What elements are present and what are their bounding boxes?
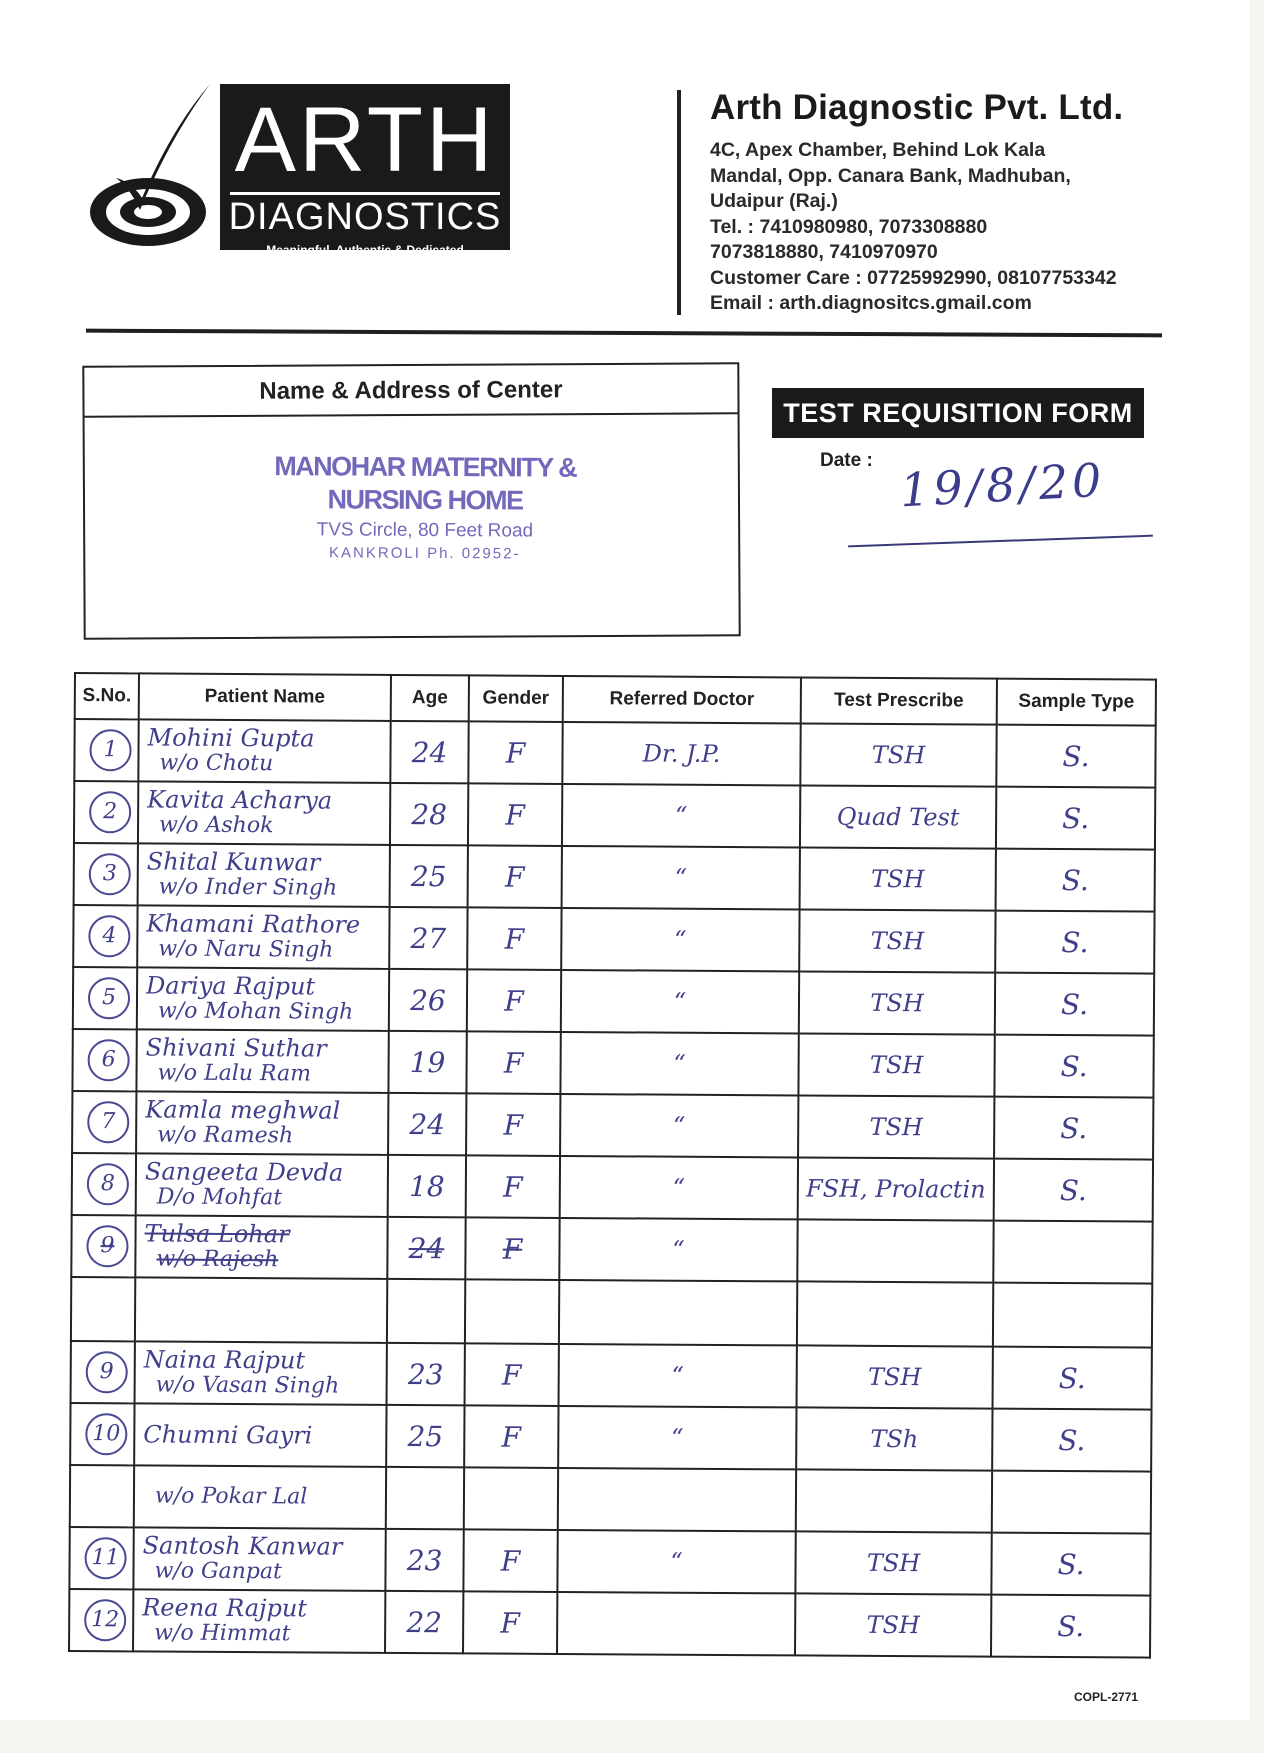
- patient-relation: w/o Ganpat: [154, 1558, 282, 1585]
- patient-name: Shivani Suthar: [145, 1033, 327, 1063]
- patient-name-cell[interactable]: [135, 1215, 387, 1279]
- sno-cell: [71, 1277, 135, 1341]
- referred-doctor-cell[interactable]: “: [560, 1094, 798, 1157]
- test-prescribe-cell[interactable]: [796, 1469, 992, 1532]
- requisition-table-wrap: [68, 672, 1157, 1659]
- gender-cell[interactable]: F: [465, 1217, 559, 1280]
- sample-type-cell[interactable]: S.: [995, 911, 1154, 974]
- referred-doctor-cell[interactable]: “: [560, 1032, 798, 1095]
- age-cell[interactable]: 23: [387, 1343, 465, 1405]
- age-cell[interactable]: 22: [385, 1591, 463, 1653]
- company-name: Arth Diagnostic Pvt. Ltd.: [710, 88, 1124, 127]
- logo-tagline: Meaningful, Authentic & Dedicated: [266, 243, 464, 257]
- age-cell[interactable]: 24: [388, 1093, 466, 1155]
- patient-relation: w/o Inder Singh: [158, 874, 338, 901]
- sno-cell: [74, 843, 138, 905]
- gender-cell[interactable]: F: [464, 1405, 558, 1468]
- patient-name-cell[interactable]: [134, 1465, 386, 1529]
- patient-relation: D/o Mohfat: [156, 1184, 283, 1211]
- patient-relation: w/o Lalu Ram: [157, 1060, 312, 1087]
- column-header-patient-name: Patient Name: [139, 673, 391, 721]
- gender-cell[interactable]: F: [463, 1529, 557, 1592]
- date-value[interactable]: 19/8/20: [898, 452, 1107, 518]
- address-line: Udaipur (Raj.): [710, 190, 838, 212]
- gender-cell[interactable]: F: [467, 907, 561, 970]
- company-info: [710, 88, 1190, 317]
- patient-name-cell[interactable]: [133, 1527, 385, 1591]
- age-cell[interactable]: [386, 1467, 464, 1529]
- requisition-table: [68, 672, 1157, 1659]
- column-header-test-prescribe: Test Prescribe: [801, 677, 997, 724]
- test-prescribe-cell[interactable]: TSH: [795, 1531, 991, 1594]
- sno-cell: [73, 967, 137, 1029]
- sno-cell: [73, 905, 137, 967]
- table-header-row: [75, 673, 1156, 726]
- date-underline: [848, 535, 1153, 548]
- referred-doctor-cell[interactable]: “: [558, 1406, 796, 1469]
- patient-name-cell[interactable]: [135, 1341, 387, 1405]
- patient-name: Naina Rajput: [143, 1345, 306, 1375]
- stamp-line: MANOHAR MATERNITY &: [274, 451, 577, 483]
- referred-doctor-cell[interactable]: “: [559, 1344, 797, 1407]
- form-title: TEST REQUISITION FORM: [772, 388, 1144, 438]
- table-row: [71, 1277, 1152, 1348]
- patient-relation: w/o Ashok: [158, 812, 274, 839]
- age-cell[interactable]: 19: [388, 1031, 466, 1093]
- logo-wordmark: [220, 84, 510, 257]
- stamp-line: NURSING HOME: [327, 484, 523, 516]
- patient-relation: w/o Himmat: [154, 1620, 291, 1647]
- sno-cell: [72, 1091, 136, 1153]
- test-prescribe-cell[interactable]: TSH: [800, 723, 996, 786]
- referred-doctor-cell[interactable]: “: [562, 784, 800, 847]
- center-stamp: [235, 451, 616, 563]
- referred-doctor-cell[interactable]: “: [560, 1156, 798, 1219]
- gender-cell[interactable]: F: [468, 845, 562, 908]
- table-row: [71, 1215, 1152, 1284]
- logo-diagnostics-text: DIAGNOSTICS: [228, 196, 502, 238]
- sample-type-cell[interactable]: S.: [994, 1097, 1153, 1160]
- referred-doctor-cell[interactable]: “: [561, 908, 799, 971]
- center-box-title: Name & Address of Center: [84, 364, 737, 417]
- patient-relation: w/o Rajesh: [156, 1246, 279, 1273]
- sno-cell: [72, 1029, 136, 1091]
- serial-number: 7: [87, 1101, 129, 1143]
- sample-type-cell[interactable]: S.: [993, 1347, 1152, 1410]
- table-row: [74, 781, 1155, 850]
- gender-cell[interactable]: F: [468, 721, 562, 784]
- patient-name: Tulsa Lohar: [144, 1219, 290, 1249]
- phone-line: 7073818880, 7410970970: [710, 241, 938, 263]
- patient-name-cell[interactable]: [138, 781, 390, 845]
- patient-name-cell[interactable]: [134, 1403, 386, 1467]
- patient-name-cell[interactable]: [137, 967, 389, 1031]
- column-header-sample-type: Sample Type: [997, 679, 1156, 726]
- header-divider: [677, 90, 681, 315]
- referred-doctor-cell[interactable]: Dr. J.P.: [562, 722, 800, 785]
- sample-type-cell[interactable]: S.: [996, 725, 1155, 788]
- test-prescribe-cell[interactable]: Quad Test: [800, 785, 996, 848]
- email-line: Email : arth.diagnositcs.gmail.com: [710, 292, 1032, 314]
- patient-name-cell[interactable]: [136, 1153, 388, 1217]
- age-cell[interactable]: 27: [389, 907, 467, 969]
- age-cell[interactable]: 28: [390, 783, 468, 845]
- table-row: [69, 1527, 1150, 1596]
- patient-name-cell[interactable]: [138, 719, 390, 783]
- table-row: [74, 843, 1155, 912]
- serial-number: 3: [89, 853, 131, 895]
- sno-cell: [70, 1403, 134, 1465]
- patient-name: Kavita Acharya: [147, 785, 333, 815]
- patient-relation: w/o Pokar Lal: [154, 1483, 308, 1510]
- center-address-box: [82, 362, 740, 639]
- table-body: [69, 719, 1156, 1658]
- patient-name: Santosh Kanwar: [142, 1531, 343, 1561]
- sno-cell: [74, 781, 138, 843]
- gender-cell[interactable]: [465, 1279, 559, 1344]
- form-code: COPL-2771: [1074, 1690, 1139, 1704]
- sample-type-cell[interactable]: S.: [996, 849, 1155, 912]
- table-row: [73, 905, 1154, 974]
- sample-type-cell[interactable]: [993, 1283, 1152, 1348]
- age-cell[interactable]: 23: [385, 1529, 463, 1591]
- sample-type-cell[interactable]: S.: [991, 1533, 1150, 1596]
- sno-cell: [70, 1465, 134, 1527]
- patient-name: Sangeeta Devda: [144, 1157, 344, 1187]
- patient-name-cell[interactable]: [138, 843, 390, 907]
- sno-cell: [74, 719, 138, 781]
- stamp-line: TVS Circle, 80 Feet Road: [316, 519, 534, 542]
- test-prescribe-cell[interactable]: TSH: [799, 971, 995, 1034]
- referred-doctor-cell[interactable]: “: [557, 1530, 795, 1593]
- sno-cell: [69, 1527, 133, 1589]
- gender-cell[interactable]: [464, 1467, 558, 1530]
- target-check-icon: [88, 78, 228, 254]
- sample-type-cell[interactable]: S.: [992, 1409, 1151, 1472]
- patient-name: Dariya Rajput: [146, 971, 316, 1001]
- age-cell[interactable]: 26: [389, 969, 467, 1031]
- referred-doctor-cell[interactable]: “: [559, 1218, 797, 1281]
- sample-type-cell[interactable]: S.: [994, 1159, 1153, 1222]
- serial-number: 9: [86, 1351, 128, 1393]
- gender-cell[interactable]: F: [467, 969, 561, 1032]
- customer-care-line: Customer Care : 07725992990, 08107753342: [710, 266, 1117, 289]
- table-row: [74, 719, 1155, 788]
- patient-name: Chumni Gayri: [143, 1420, 313, 1450]
- test-prescribe-cell[interactable]: TSH: [798, 1033, 994, 1096]
- test-prescribe-cell[interactable]: [797, 1281, 993, 1346]
- patient-name-cell[interactable]: [136, 1029, 388, 1093]
- address-line: 4C, Apex Chamber, Behind Lok Kala: [710, 139, 1046, 161]
- gender-cell[interactable]: F: [466, 1093, 560, 1156]
- serial-number: 5: [88, 977, 130, 1019]
- gender-cell[interactable]: F: [463, 1591, 557, 1654]
- logo-arth-text: ARTH: [234, 89, 496, 191]
- table-row: [72, 1091, 1153, 1160]
- table-row: [69, 1589, 1150, 1658]
- serial-number: 1: [89, 729, 131, 771]
- column-header-referred-doctor: Referred Doctor: [563, 676, 801, 723]
- table-row: [71, 1341, 1152, 1410]
- serial-number: 12: [84, 1599, 126, 1641]
- test-prescribe-cell[interactable]: TSH: [795, 1593, 991, 1656]
- date-label: Date :: [820, 450, 873, 471]
- sno-cell: [71, 1341, 135, 1403]
- referred-doctor-cell[interactable]: “: [561, 970, 799, 1033]
- sample-type-cell[interactable]: S.: [991, 1595, 1150, 1658]
- column-header-age: Age: [391, 675, 469, 721]
- patient-name-cell[interactable]: [136, 1091, 388, 1155]
- age-cell[interactable]: 25: [390, 845, 468, 907]
- patient-name: Kamla meghwal: [145, 1095, 341, 1125]
- table-row: [70, 1465, 1151, 1534]
- serial-number: 4: [88, 915, 130, 957]
- table-row: [72, 1153, 1153, 1222]
- serial-number: 6: [88, 1039, 130, 1081]
- test-prescribe-cell[interactable]: TSH: [797, 1345, 993, 1408]
- patient-name: Shital Kunwar: [146, 847, 321, 877]
- serial-number: 2: [89, 791, 131, 833]
- age-cell[interactable]: 24: [387, 1217, 465, 1279]
- patient-relation: w/o Chotu: [159, 750, 274, 777]
- table-row: [72, 1029, 1153, 1098]
- gender-cell[interactable]: F: [468, 783, 562, 846]
- age-cell[interactable]: 25: [386, 1405, 464, 1467]
- referred-doctor-cell[interactable]: [557, 1592, 795, 1655]
- header-rule: [86, 329, 1162, 338]
- patient-name-cell[interactable]: [135, 1277, 387, 1343]
- serial-number: 11: [84, 1537, 126, 1579]
- sample-type-cell[interactable]: S.: [995, 973, 1154, 1036]
- gender-cell[interactable]: F: [466, 1155, 560, 1218]
- serial-number: 10: [85, 1413, 127, 1455]
- test-prescribe-cell[interactable]: TSH: [800, 847, 996, 910]
- patient-name: Reena Rajput: [142, 1593, 308, 1623]
- test-prescribe-cell[interactable]: TSH: [798, 1095, 994, 1158]
- sample-type-cell[interactable]: [993, 1221, 1152, 1284]
- referred-doctor-cell[interactable]: [558, 1468, 796, 1531]
- sample-type-cell[interactable]: [992, 1471, 1151, 1534]
- serial-number: 9: [86, 1225, 128, 1267]
- column-header-gender: Gender: [469, 675, 563, 722]
- table-row: [70, 1403, 1151, 1472]
- stamp-line: KANKROLI Ph. 02952-: [329, 544, 521, 563]
- gender-cell[interactable]: F: [465, 1343, 559, 1406]
- arth-logo: [88, 78, 518, 257]
- referred-doctor-cell[interactable]: [559, 1280, 797, 1345]
- age-cell[interactable]: 24: [390, 721, 468, 783]
- patient-relation: w/o Mohan Singh: [157, 998, 354, 1025]
- column-header-sno: S.No.: [75, 673, 139, 719]
- referred-doctor-cell[interactable]: “: [562, 846, 800, 909]
- address-line: Mandal, Opp. Canara Bank, Madhuban,: [710, 164, 1071, 187]
- sno-cell: [69, 1589, 133, 1651]
- phone-line: Tel. : 7410980980, 7073308880: [710, 215, 988, 238]
- test-prescribe-cell[interactable]: TSH: [799, 909, 995, 972]
- age-cell[interactable]: 18: [388, 1155, 466, 1217]
- patient-relation: w/o Naru Singh: [158, 936, 334, 963]
- test-prescribe-cell[interactable]: [797, 1219, 993, 1282]
- age-cell[interactable]: [387, 1279, 465, 1343]
- sample-type-cell[interactable]: S.: [996, 787, 1155, 850]
- table-row: [73, 967, 1154, 1036]
- patient-name: Khamani Rathore: [146, 909, 361, 939]
- test-prescribe-cell[interactable]: FSH, Prolactin: [798, 1157, 994, 1220]
- patient-name: Mohini Gupta: [147, 723, 315, 753]
- sno-cell: [71, 1215, 135, 1277]
- serial-number: 8: [87, 1163, 129, 1205]
- patient-name-cell[interactable]: [137, 905, 389, 969]
- gender-cell[interactable]: F: [466, 1031, 560, 1094]
- patient-name-cell[interactable]: [133, 1589, 385, 1653]
- patient-relation: w/o Ramesh: [157, 1122, 294, 1149]
- patient-relation: w/o Vasan Singh: [155, 1372, 340, 1399]
- sno-cell: [72, 1153, 136, 1215]
- sample-type-cell[interactable]: S.: [994, 1035, 1153, 1098]
- test-prescribe-cell[interactable]: TSh: [796, 1407, 992, 1470]
